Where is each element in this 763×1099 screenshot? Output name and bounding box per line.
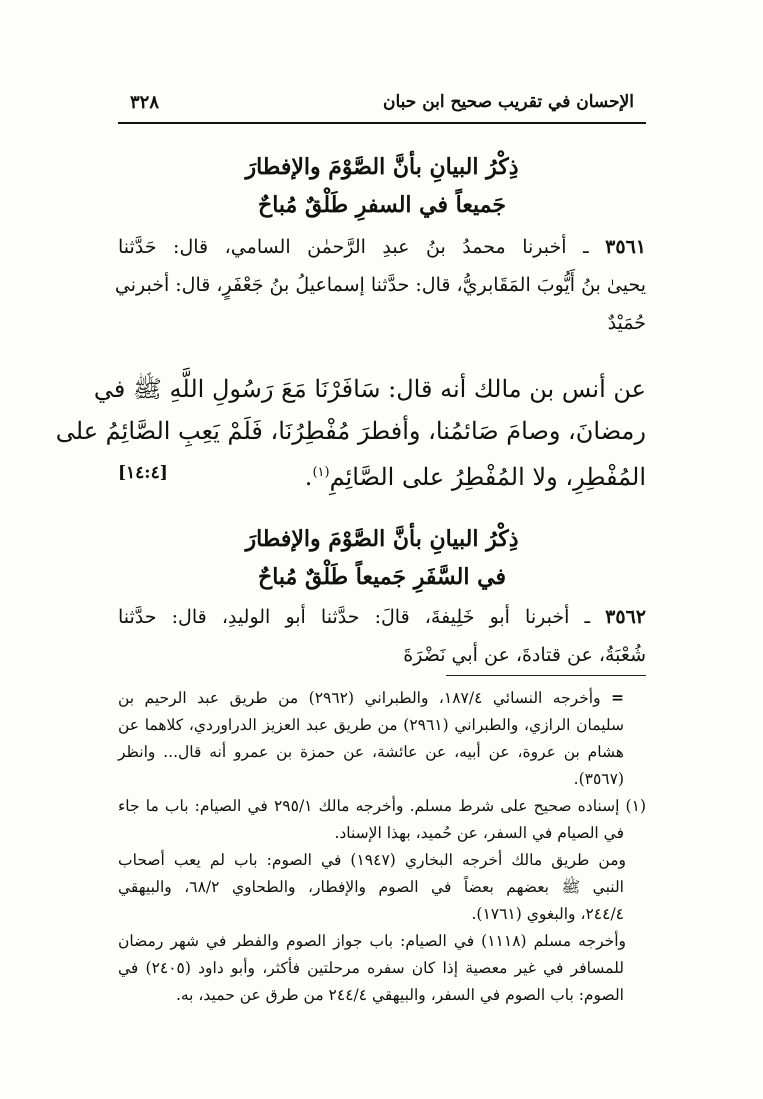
hadith-number: ٣٥٦١	[605, 236, 646, 258]
footnotes	[118, 684, 646, 1009]
matn-line: رمضانَ، وصامَ صَائمُنا، وأفطرَ مُفْطِرُنَا، فَلَمْ يَعِبِ الصَّائِمُ على	[55, 417, 646, 445]
footnote-marker: (١)	[312, 465, 330, 480]
footnote-line: في الصيام في السفر، عن حُميد، بهذا الإسناد.	[334, 824, 624, 842]
running-header	[118, 90, 646, 124]
footnote-marker: (١)	[625, 797, 646, 815]
isnad-line: ٣٥٦١ ـ أخبرنا محمدُ بنُ عبدِ الرَّحمٰن السامي، قال: حَدَّثنا	[118, 236, 646, 258]
isnad-line: حُمَيْدٌ	[607, 312, 646, 334]
heading-line: جَميعاً في السفرِ طَلْقٌ مُباحٌ	[258, 192, 506, 218]
hadith-3561-matn	[55, 368, 646, 498]
footnote-line: (٣٥٦٧).	[573, 770, 624, 788]
isnad-line: شُعْبَةُ، عن قتادةَ، عن أبي نَضْرَةَ	[403, 644, 646, 666]
footnote-line: هشام بن عروة، عن أبيه، عن عائشة، عن حمزة بن عمرو أنه قال... وانظر	[118, 743, 624, 761]
footnote-line: للمسافر في غير معصية إذا كان سفره مرحلتين فأكثر، وأبو داود (٢٤٠٥) في	[118, 959, 624, 977]
footnote-line: وأخرجه مسلم (١١١٨) في الصيام: باب جواز الصوم والفطر في شهر رمضان	[118, 932, 626, 950]
footnote-divider	[446, 675, 646, 676]
continuation-mark: =	[611, 688, 624, 707]
footnote-line: النبي ﷺ بعضهم بعضاً في الصوم والإفطار، والطحاوي ٦٨/٢، والبيهقي	[118, 878, 624, 896]
hadith-reference: [١٤:٤]	[118, 463, 168, 483]
page-number: ٣٢٨	[130, 92, 160, 113]
hadith-3561-isnad	[114, 228, 646, 342]
footnote-line: سليمان الرازي، والطبراني (٢٩٦١) من طريق عبد العزيز الدراوردي، كلاهما عن	[118, 716, 624, 734]
heading-line: ذِكْرُ البيانِ بأنَّ الصَّوْمَ والإفطارَ	[245, 526, 519, 552]
footnote-line: الصوم: باب الصوم في السفر، والبيهقي ٢٤٤/٤ من طرق عن حميد، به.	[175, 986, 624, 1004]
hadith-3562-isnad	[118, 598, 646, 674]
hadith-number: ٣٥٦٢	[605, 606, 646, 628]
footnote-line: (١) إسناده صحيح على شرط مسلم. وأخرجه مالك ٢٩٥/١ في الصيام: باب ما جاء	[118, 797, 646, 815]
chapter-heading-1	[118, 148, 646, 224]
isnad-line: ٣٥٦٢ ـ أخبرنا أبو خَلِيفةَ، قالَ: حدَّثنا أبو الوليدِ، قال: حدَّثنا	[118, 606, 646, 628]
footnote-line: = وأخرجه النسائي ١٨٧/٤، والطبراني (٢٩٦٢) من طريق عبد الرحيم بن	[118, 688, 624, 707]
heading-line: ذِكْرُ البيانِ بأنَّ الصَّوْمَ والإفطارَ	[245, 154, 519, 180]
chapter-heading-2	[118, 520, 646, 596]
isnad-line: يحيىٰ بنُ أَيُّوبَ المَقَابريُّ، قال: حدَّثنا إسماعيلُ بنُ جَعْفَرٍ، قال: أخبرني	[114, 274, 646, 296]
matn-line: عن أنس بن مالك أنه قال: سَافَرْنَا مَعَ رَسُولِ اللَّهِ ﷺ في	[93, 375, 646, 403]
footnote-line: ومن طريق مالك أخرجه البخاري (١٩٤٧) في الصوم: باب لم يعب أصحاب	[118, 851, 627, 869]
book-title: الإحسان في تقريب صحيح ابن حبان	[383, 92, 634, 112]
footnote-line: ٢٤٤/٤، والبغوي (١٧٦١).	[471, 905, 624, 923]
matn-line: المُفْطِرِ، ولا المُفْطِرُ على الصَّائِمِ$^{(١)}$. [١٤:٤]	[118, 452, 646, 498]
heading-line: في السَّفَرِ جَميعاً طَلْقٌ مُباحٌ	[258, 564, 506, 590]
